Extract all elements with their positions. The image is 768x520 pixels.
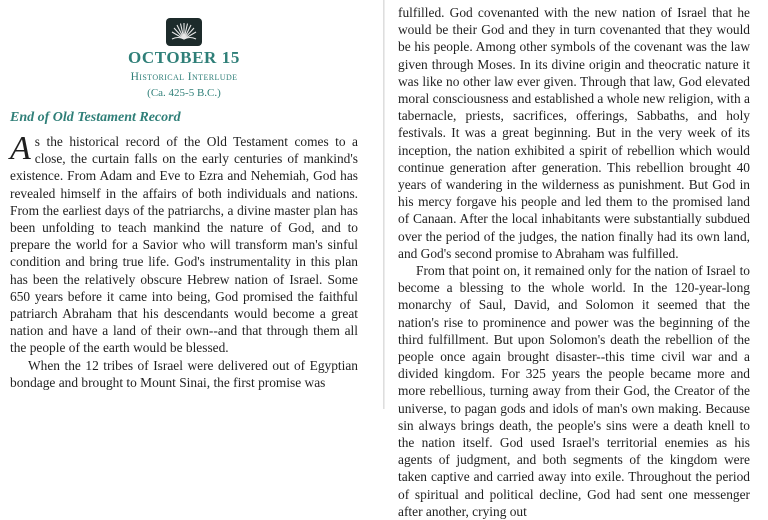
paragraph-2: When the 12 tribes of Israel were delivered out of Egyptian bondage and brought to Mount Sinai, the first promise was — [10, 357, 358, 390]
paragraph-2-continued: fulfilled. God covenanted with the new nation of Israel that he would be their God and they in turn covenanted that they would be his people. Among other symbols of the covenant was the law given through Moses. In its divine origin and theocratic nature it was like no other law ever given. Through that law, God elevated moral consciousness and established a whole new religion, with a tabernacle, priests, sacrifices, offerings, Sabbaths, and holy festivals. It was a great beginning. But in the very week of its inception, the nation exhibited a spirit of rebellion which would continue generation after generation. This rebellion brought 40 years of wandering in the wilderness as punishment. But God in his mercy forgave his people and led them to the promised land of Canaan. After the local inhabitants were substantially subdued over the period of the judges, the nation finally had its own land, and God's second promise to Abraham was fulfilled. — [398, 5, 750, 261]
left-body-text — [10, 130, 358, 391]
right-page — [385, 0, 768, 519]
drop-cap: A — [10, 130, 31, 167]
paragraph-1 — [10, 130, 358, 357]
paragraph-3: From that point on, it remained only for the nation of Israel to become a blessing to the whole world. In the 120-year-long monarchy of Saul, David, and Solomon it seemed that the nation's rise to prominence and power was the beginning of the third fulfillment. But upon Solomon's death the rebellion of the people once again brought disaster--this time civil war and a divided kingdom. For 325 years the people became more and more rebellious, turning away from their God, the Creator of the universe, to pagan gods and idols of man's own making. Because sin always brings death, the people's sins were a death knell to the nation itself. God used Israel's territorial enemies as his agents of judgment, and both segments of the kingdom were taken captive and carried away into exile. Throughout the period of spiritual and political decline, God had sent one messenger after another, crying out — [398, 263, 750, 519]
entry-heading: End of Old Testament Record — [10, 110, 181, 125]
section-subtitle: Historical Interlude — [130, 71, 238, 83]
right-body-text — [398, 4, 750, 520]
left-page — [0, 0, 383, 409]
open-book-icon — [166, 18, 202, 46]
date-title: OCTOBER 15 — [128, 48, 240, 67]
date-range: (Ca. 425-5 B.C.) — [147, 87, 221, 99]
paragraph-1-text: s the historical record of the Old Testament comes to a close, the curtain falls on the early centuries of mankind's existence. From Adam and Eve to Ezra and Nehemiah, God has revealed himself in the affairs of both individuals and nations. From the earliest days of the patriarchs, a divine master plan has been unfolding to teach mankind the nature of God, and to prepare the world for a Savior who will transform man's sinful condition and bring true life. God's instrumentality in this plan has been the relatively obscure Hebrew nation of Israel. Some 650 years before it came into being, God promised the faithful patriarch Abraham that his descendants would become a great nation and have a land of their own--and that through them all the people of the earth would be blessed. — [10, 134, 358, 356]
